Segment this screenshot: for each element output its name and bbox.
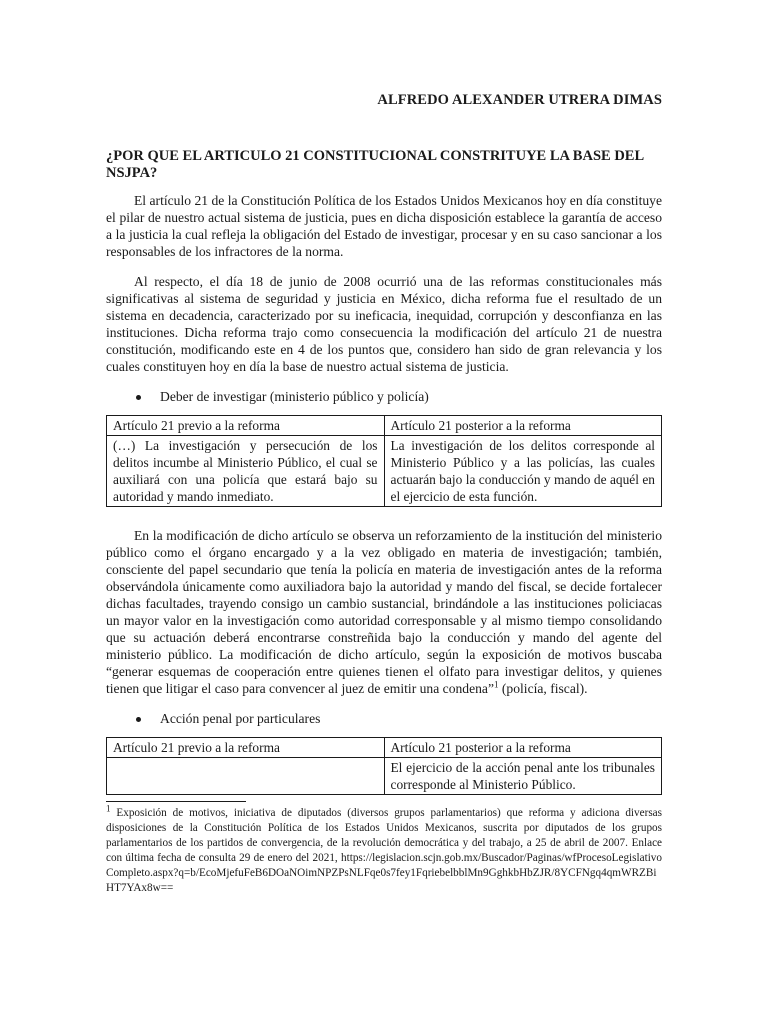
bullet-icon (136, 717, 141, 722)
paragraph-analysis-text: En la modificación de dicho artículo se observa un reforzamiento de la institución del ministerio público como el órgano encargado y a la vez obligado en materia de investigación; también, consciente del papel secundario que tenía la policía en materia de investigación antes de la reforma observándola únicamente como auxiliadora bajo la autoridad y mando del fiscal, se decide fortalecer dichas facultades, trayendo consigo un cambio sustancial, brindándole a las instituciones policiacas un mayor valor en la investigación como autoridad corresponsable y al mismo tiempo consolidando que su actuación deberá encontrarse constreñida bajo la conducción y mando del agente del ministerio público. La modificación de dicho artículo, según la exposición de motivos buscaba “generar esquemas de cooperación entre quienes tienen el olfato para investigar delitos, y quienes tienen que litigar el caso para convencer al juez de emitir una condena” (106, 528, 662, 696)
bullet-icon (136, 395, 141, 400)
author-name: ALFREDO ALEXANDER UTRERA DIMAS (377, 92, 662, 108)
table-cell-before (107, 758, 385, 795)
paragraph-reform: Al respecto, el día 18 de junio de 2008 ocurrió una de las reformas constitucionales más significativas al sistema de seguridad y justicia en México, dicha reforma fue el resultado de un sistema en decadencia, caracterizado por su ineficacia, inequidad, corrupción y desconfianza en las instituciones. Dicha reforma trajo como consecuencia la modificación del artículo 21 de nuestra constitución, modificando este en 4 de los puntos que, considero han sido de gran relevancia y los cuales constituyen hoy en día la base de nuestro actual sistema de justicia. (106, 274, 662, 374)
paragraph-analysis-tail: (policía, fiscal). (498, 681, 588, 696)
table-header-after: Artículo 21 posterior a la reforma (384, 738, 662, 758)
table-header-before: Artículo 21 previo a la reforma (107, 738, 385, 758)
footnote-reference[interactable]: 1 (494, 679, 499, 690)
bullet-text: Deber de investigar (ministerio público y policía) (160, 389, 429, 404)
paragraph-intro: El artículo 21 de la Constitución Política de los Estados Unidos Mexicanos hoy en día constituye el pilar de nuestro actual sistema de justicia, pues en dicha disposición establece la garantía de acceso a la justicia la cual refleja la obligación del Estado de investigar, procesar y en su caso sancionar a los responsables de los infractores de la norma. (106, 193, 662, 259)
table-row (107, 758, 662, 795)
footnote-text: Exposición de motivos, iniciativa de diputados (diversos grupos parlamentarios) que reforma y adiciona diversas disposiciones de la Constitución Política de los Estados Unidos Mexicanos, suscrita por diputados de los grupos parlamentarios de los partidos de convergencia, de la revolución democrática y del trabajo, a 25 de abril de 2007. Enlace con última fecha de consulta 29 de enero del 2021, (106, 807, 662, 864)
table-header-row (107, 738, 662, 758)
footnote-number: 1 (106, 803, 111, 814)
table-row (107, 436, 662, 507)
table-header-before: Artículo 21 previo a la reforma (107, 416, 385, 436)
footnote-separator (106, 801, 246, 802)
bullet-text: Acción penal por particulares (160, 711, 321, 726)
bullet-item-penal-action (106, 710, 662, 727)
table-cell-before: (…) La investigación y persecución de los delitos incumbe al Ministerio Público, el cual se auxiliará con una policía que estará bajo su autoridad y mando inmediato. (107, 436, 385, 507)
table-header-row (107, 416, 662, 436)
document-body (106, 192, 662, 896)
footnote-link[interactable]: https://legislacion.scjn.gob.mx/Buscador/Paginas/wfProcesoLegislativoCompleto.aspx?q=b/EcoMjefuFeB6DOaNOimNPZPsNLFqe0s7fey1FqriebelbblMn9GghkbHbZJR/8YCFNgq4qmWRZBiHT7YAx8w== (106, 852, 662, 894)
bullet-item-investigation (106, 388, 662, 405)
table-cell-after: La investigación de los delitos corresponde al Ministerio Público y a las policías, las cuales actuarán bajo la conducción y mando de aquél en el ejercicio de esta función. (384, 436, 662, 507)
comparison-table-penal-action (106, 737, 662, 795)
table-header-after: Artículo 21 posterior a la reforma (384, 416, 662, 436)
table-cell-after: El ejercicio de la acción penal ante los tribunales corresponde al Ministerio Público. (384, 758, 662, 795)
footnote (106, 803, 662, 896)
document-title: ¿POR QUE EL ARTICULO 21 CONSTITUCIONAL CONSTRITUYE LA BASE DEL NSJPA? (106, 148, 644, 181)
comparison-table-investigation (106, 415, 662, 507)
paragraph-analysis (106, 527, 662, 697)
